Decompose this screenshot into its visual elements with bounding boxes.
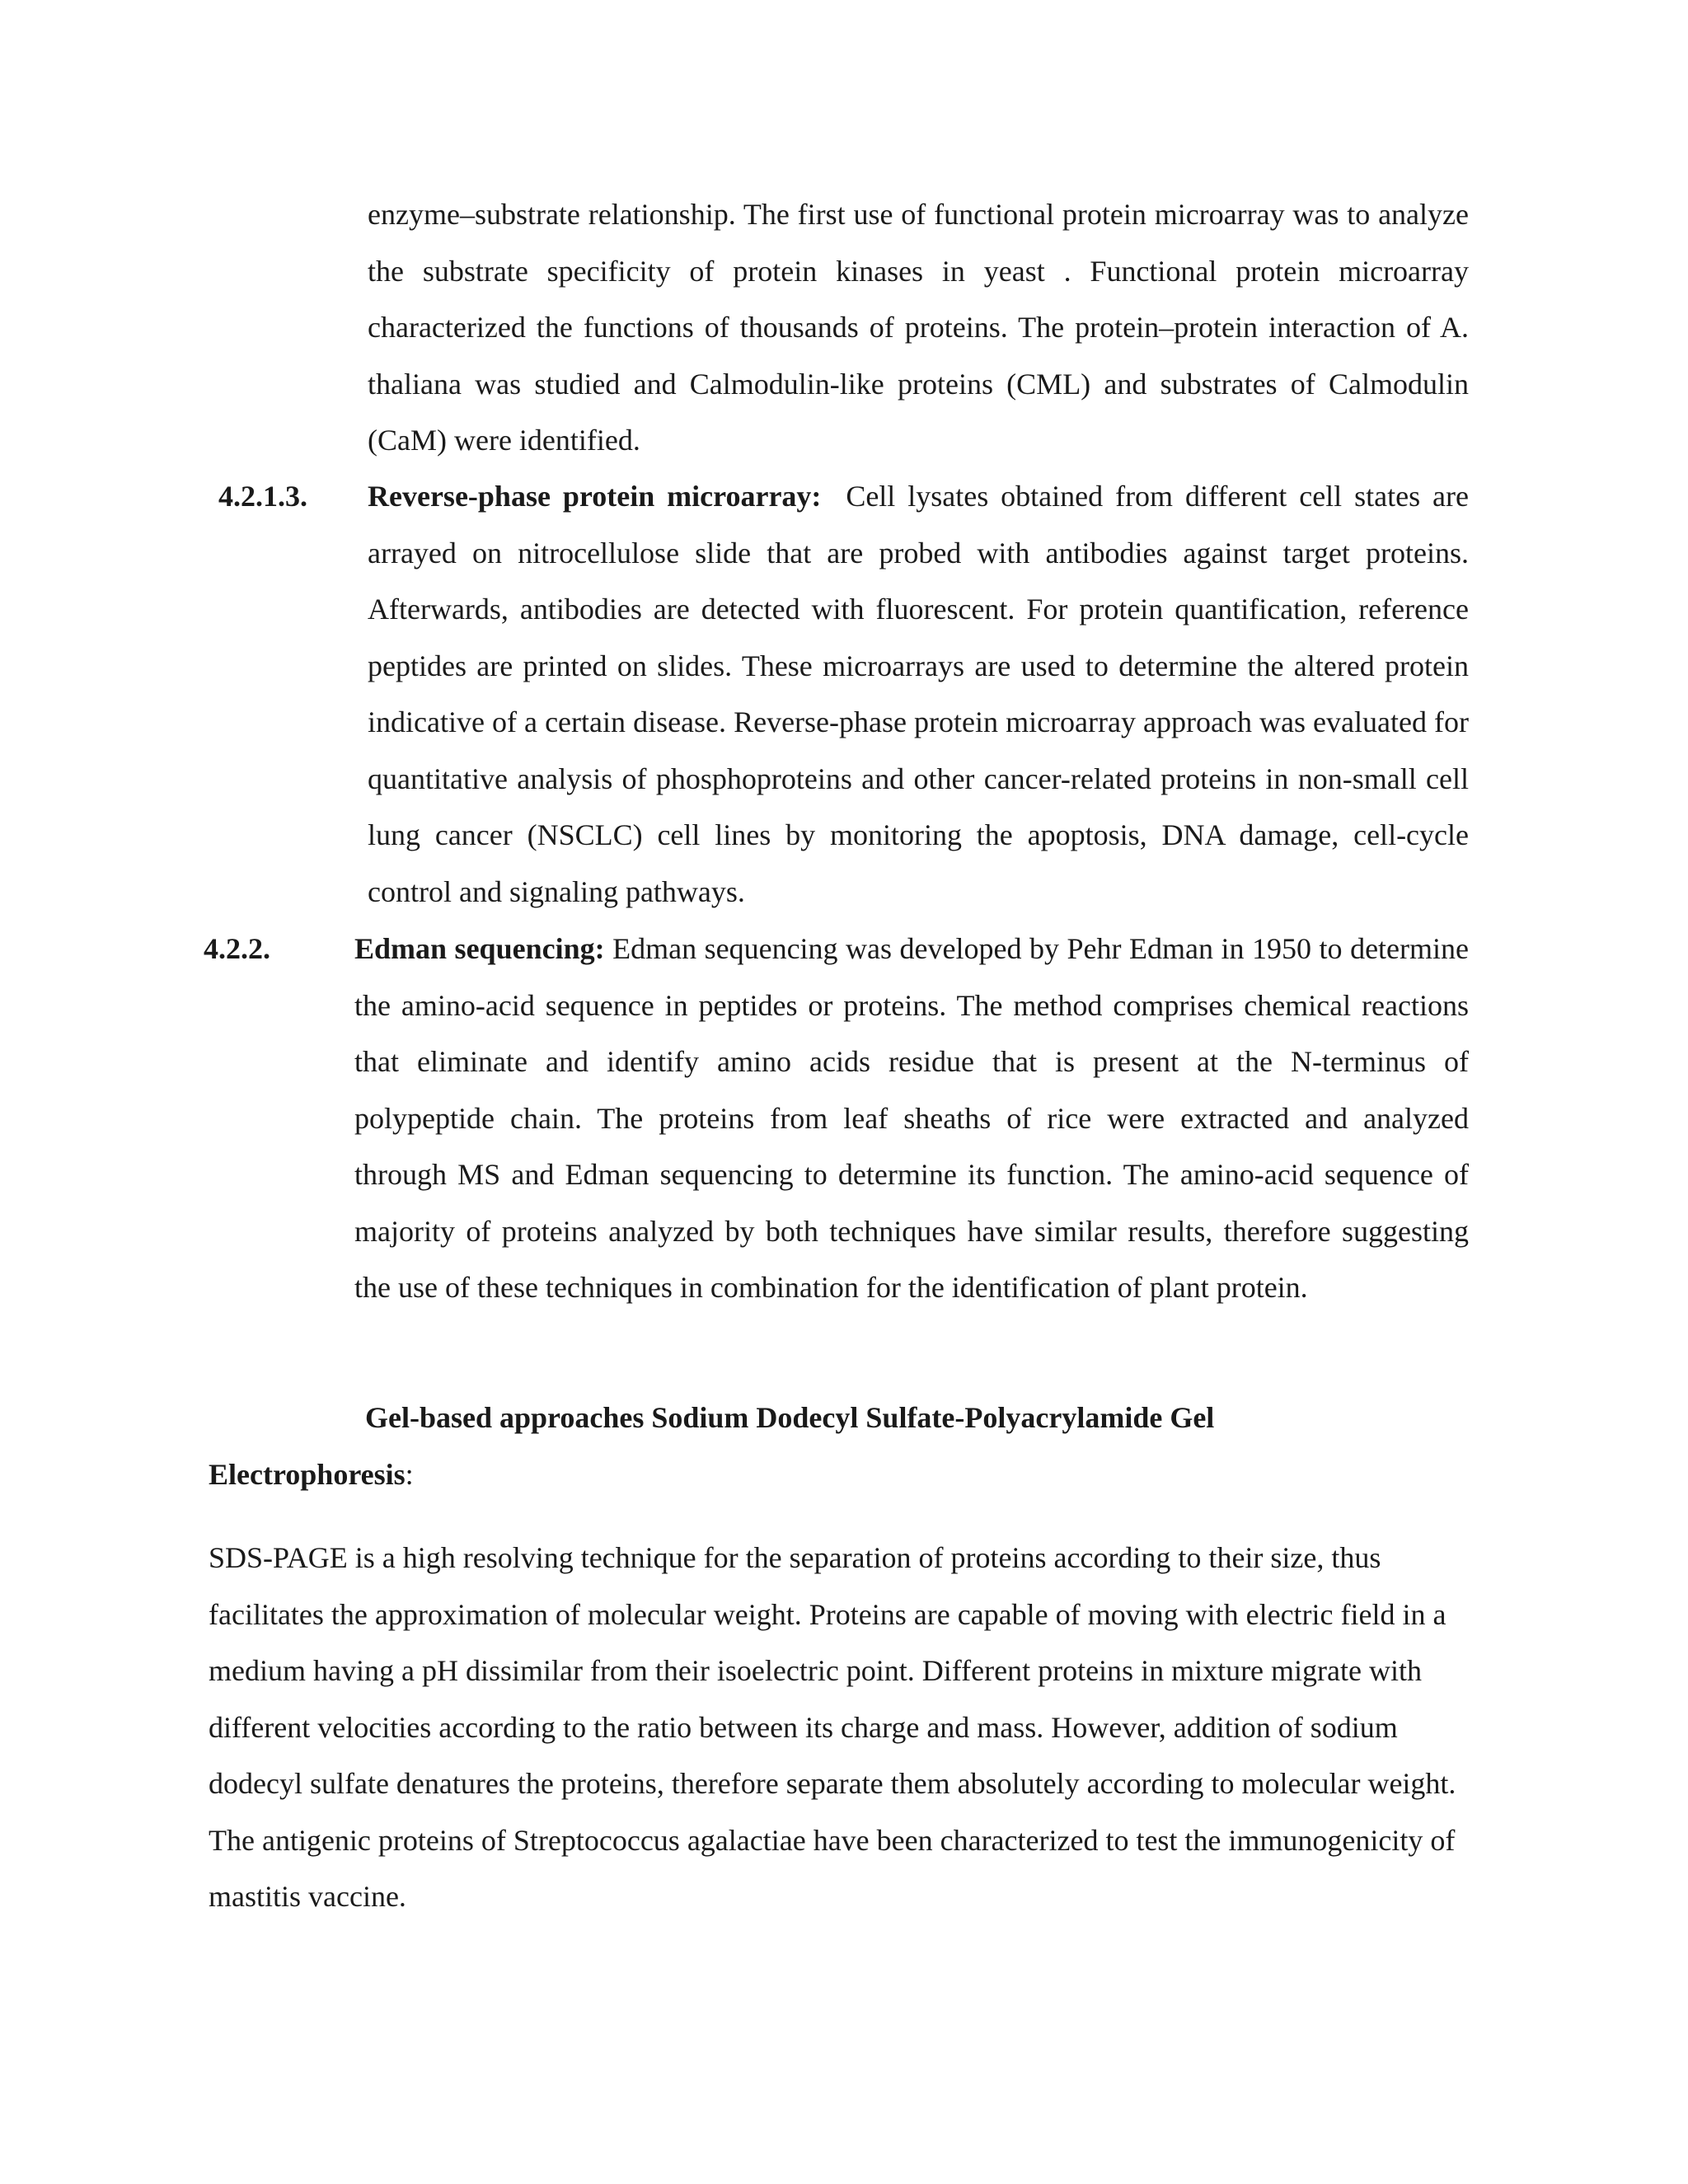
section-body [368, 468, 1469, 920]
section-text: Cell lysates obtained from different cell states are arrayed on nitrocellulose slide that are probed with antibodies against target proteins. Afterwards, antibodies are detected with fluorescent. For protein quantification, reference peptides are printed on slides. These microarrays are used to determine the altered protein indicative of a certain disease. Reverse-phase protein microarray approach was evaluated for quantitative analysis of phosphoproteins and other cancer-related proteins in non-small cell lung cancer (NSCLC) cell lines by monitoring the apoptosis, DNA damage, cell-cycle control and signaling pathways. [368, 480, 1470, 908]
section-body [354, 921, 1469, 1316]
gel-heading [209, 1390, 1494, 1502]
section-number: 4.2.2. [204, 932, 270, 965]
section-number: 4.2.1.3. [218, 480, 307, 513]
section-title: Reverse-phase protein microarray: [368, 480, 822, 513]
gel-heading-colon: : [405, 1457, 414, 1491]
section-text: Edman sequencing was developed by Pehr Edman in 1950 to determine the amino-acid sequence in peptides or proteins. The method comprises chemical reactions that eliminate and identify amino acids residue that is present at the N-terminus of polypeptide chain. The proteins from leaf sheaths of rice were extracted and analyzed through MS and Edman sequencing to determine its function. The amino-acid sequence of majority of proteins analyzed by both techniques have similar results, therefore suggesting the use of these techniques in combination for the identification of plant protein. [354, 932, 1469, 1304]
section-title: Edman sequencing: [354, 932, 605, 965]
gel-heading-word: Electrophoresis [209, 1457, 406, 1491]
gel-heading-line2 [209, 1446, 1494, 1503]
intro-paragraph: enzyme–substrate relationship. The first use of functional protein microarray was to analyze the substrate specificity of protein kinases in yeast . Functional protein microarray characterized the functions of thousands of proteins. The protein–protein interaction of A. thaliana was studied and Calmodulin-like proteins (CML) and substrates of Calmodulin (CaM) were identified. [368, 198, 1469, 457]
gel-heading-line1: Gel-based approaches Sodium Dodecyl Sulfate-Polyacrylamide Gel [365, 1401, 1215, 1434]
sds-page-paragraph: SDS-PAGE is a high resolving technique for the separation of proteins according to their size, thus facilitates the approximation of molecular weight. Proteins are capable of moving with electric field in a medium having a pH dissimilar from their isoelectric point. Different proteins in mixture migrate with different velocities according to the ratio between its charge and mass. However, addition of sodium dodecyl sulfate denatures the proteins, therefore separate them absolutely according to molecular weight. The antigenic proteins of Streptococcus agalactiae have been characterized to test the immunogenicity of mastitis vaccine. [209, 1541, 1456, 1913]
